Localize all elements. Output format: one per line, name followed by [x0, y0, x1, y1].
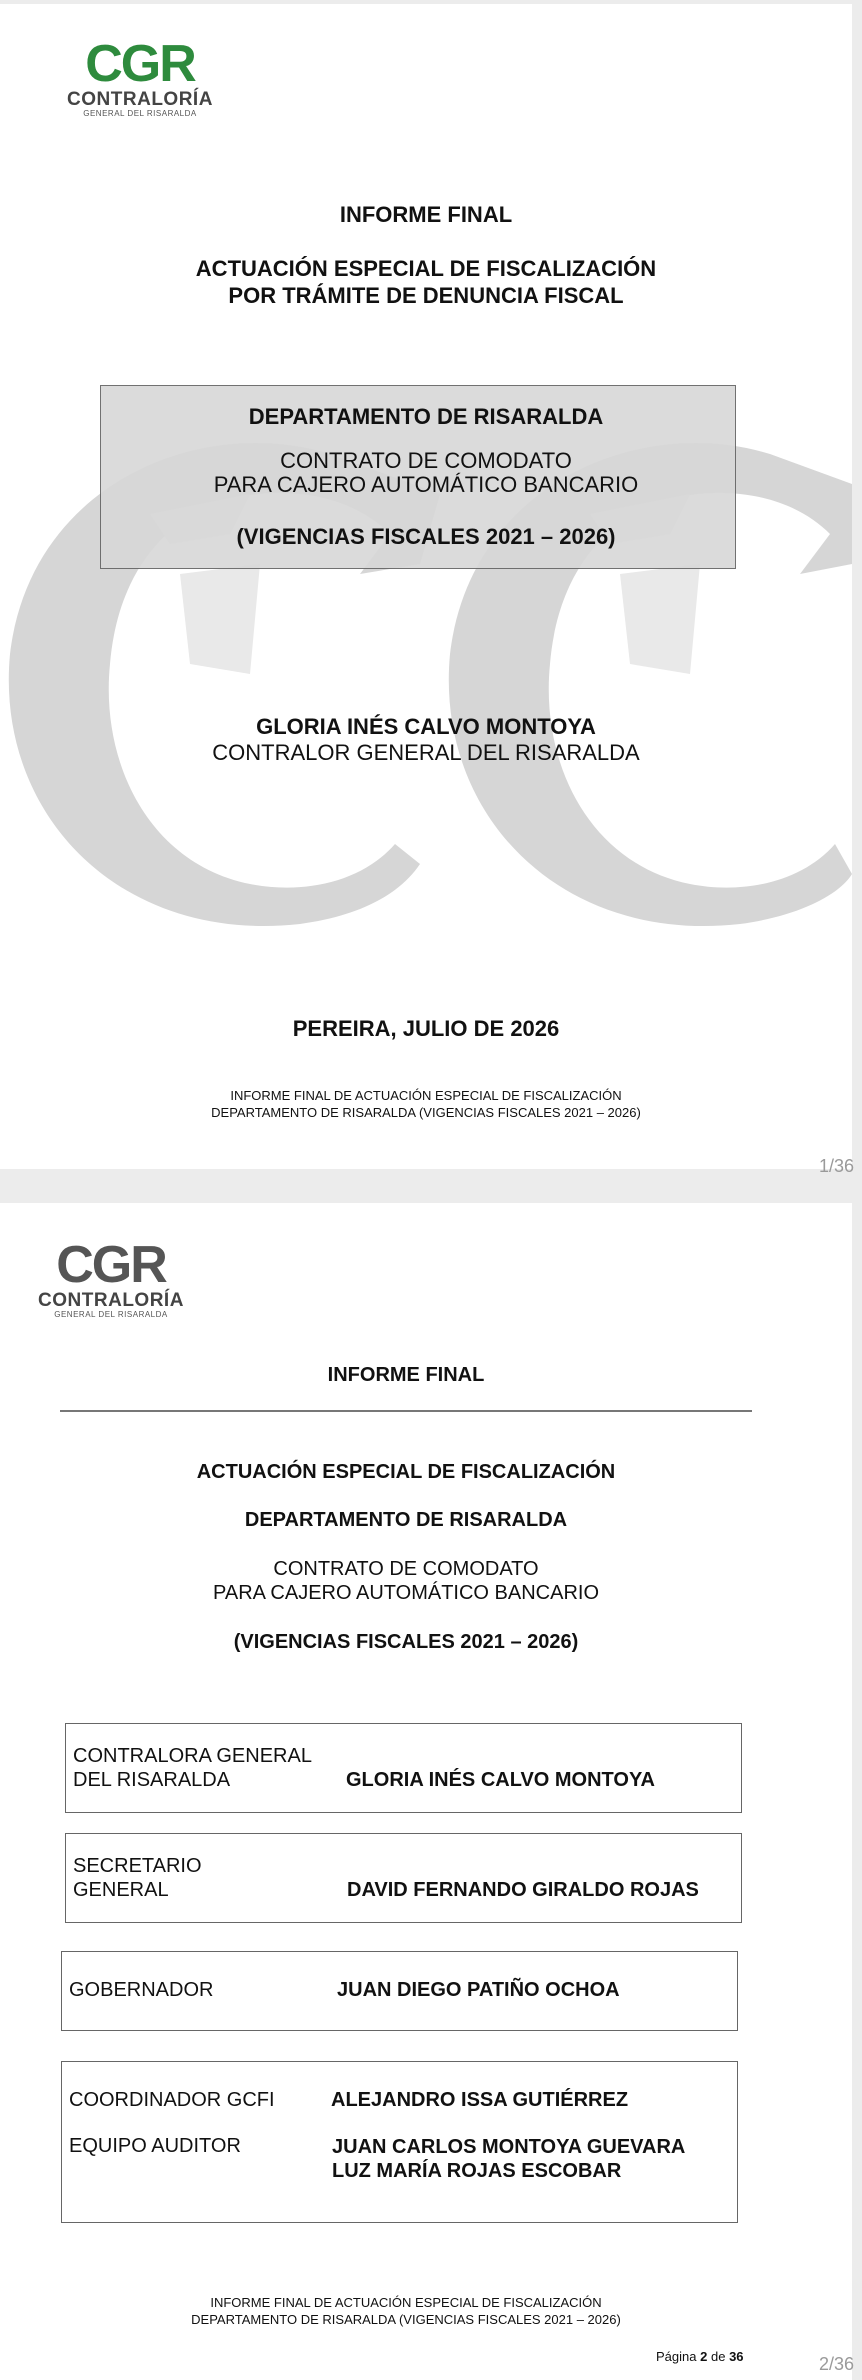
- logo-letters: CGR: [85, 35, 195, 93]
- role-label: GENERAL: [73, 1879, 169, 1901]
- section-line2: PARA CAJERO AUTOMÁTICO BANCARIO: [213, 1582, 599, 1604]
- role-name: JUAN CARLOS MONTOYA GUEVARA: [332, 2136, 686, 2158]
- footer-line1: INFORME FINAL DE ACTUACIÓN ESPECIAL DE FISCALIZACIÓN: [210, 2295, 602, 2310]
- footer-line1: INFORME FINAL DE ACTUACIÓN ESPECIAL DE FISCALIZACIÓN: [230, 1088, 622, 1103]
- subject-line2: PARA CAJERO AUTOMÁTICO BANCARIO: [213, 472, 639, 497]
- role-name: DAVID FERNANDO GIRALDO ROJAS: [347, 1879, 699, 1901]
- logo-subtitle: GENERAL DEL RISARALDA: [54, 1310, 168, 1319]
- logo-name: CONTRALORÍA: [67, 89, 213, 110]
- page-counter-2: 2/36: [818, 2354, 854, 2374]
- role-label: GOBERNADOR: [69, 1979, 214, 2001]
- signer-name: GLORIA INÉS CALVO MONTOYA: [256, 714, 596, 739]
- role-box-auditor: [61, 2061, 738, 2223]
- logo-name: CONTRALORÍA: [38, 1290, 184, 1311]
- role-label: DEL RISARALDA: [73, 1769, 231, 1791]
- cgr-logo: [26, 1236, 196, 1319]
- section-heading: ACTUACIÓN ESPECIAL DE FISCALIZACIÓN: [196, 1461, 616, 1483]
- cgr-logo: [60, 35, 220, 118]
- place-date: PEREIRA, JULIO DE 2026: [292, 1016, 560, 1041]
- page-label: Página: [656, 2349, 697, 2364]
- role-name: LUZ MARÍA ROJAS ESCOBAR: [332, 2160, 622, 2182]
- page-current: 2: [700, 2349, 708, 2364]
- signer-role: CONTRALOR GENERAL DEL RISARALDA: [212, 740, 640, 765]
- role-box-contralora: [65, 1723, 742, 1813]
- footer-line2: DEPARTAMENTO DE RISARALDA (VIGENCIAS FISCALES 2021 – 2026): [211, 1105, 641, 1120]
- role-name: JUAN DIEGO PATIÑO OCHOA: [337, 1979, 620, 2001]
- role-name: ALEJANDRO ISSA GUTIÉRREZ: [331, 2089, 629, 2111]
- role-box-gobernador: [61, 1951, 738, 2031]
- role-name: GLORIA INÉS CALVO MONTOYA: [346, 1769, 655, 1791]
- report-subtitle-line2: POR TRÁMITE DE DENUNCIA FISCAL: [228, 283, 624, 308]
- page-indicator: [656, 2349, 744, 2364]
- logo-letters: CGR: [56, 1236, 166, 1294]
- role-label: EQUIPO AUDITOR: [69, 2135, 241, 2157]
- role-label: CONTRALORA GENERAL: [73, 1745, 312, 1767]
- subject-entity: DEPARTAMENTO DE RISARALDA: [248, 404, 604, 429]
- subject-line1: CONTRATO DE COMODATO: [280, 448, 572, 473]
- logo-subtitle: GENERAL DEL RISARALDA: [83, 109, 197, 118]
- page-counter-1: 1/36: [818, 1156, 854, 1176]
- section-line1: CONTRATO DE COMODATO: [273, 1558, 539, 1580]
- title-divider: [60, 1410, 752, 1412]
- section-period: (VIGENCIAS FISCALES 2021 – 2026): [233, 1631, 579, 1653]
- role-label: COORDINADOR GCFI: [69, 2089, 275, 2111]
- page-of: de: [710, 2349, 726, 2364]
- role-label: SECRETARIO: [73, 1855, 202, 1877]
- footer-line2: DEPARTAMENTO DE RISARALDA (VIGENCIAS FISCALES 2021 – 2026): [191, 2312, 621, 2327]
- role-box-secretario: [65, 1833, 742, 1923]
- page-total: 36: [729, 2349, 744, 2364]
- document-page-2: [0, 1203, 852, 2380]
- document-page-1: [0, 4, 852, 1169]
- subject-period: (VIGENCIAS FISCALES 2021 – 2026): [236, 524, 616, 549]
- report-title: INFORME FINAL: [339, 202, 513, 227]
- section-entity: DEPARTAMENTO DE RISARALDA: [244, 1509, 568, 1531]
- report-subtitle-line1: ACTUACIÓN ESPECIAL DE FISCALIZACIÓN: [195, 256, 657, 281]
- report-title: INFORME FINAL: [327, 1364, 485, 1386]
